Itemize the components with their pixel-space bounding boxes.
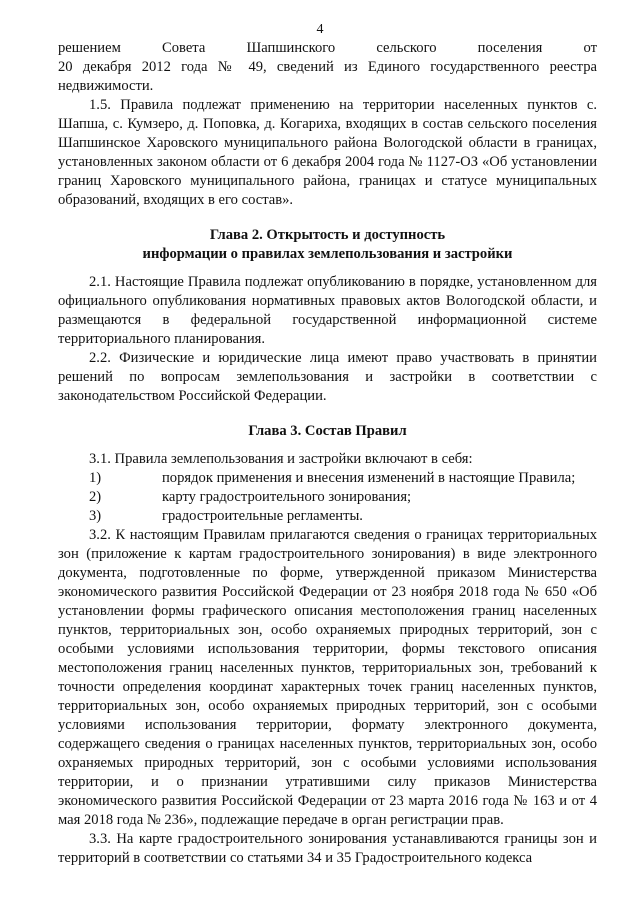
list-item-number: 2) [89, 489, 102, 505]
document-body [58, 39, 597, 868]
list-item-number: 3) [89, 508, 102, 524]
chapter-2-title-line2: информации о правилах землепользования и застройки [142, 246, 513, 262]
paragraph-3-1: 3.1. Правила землепользования и застройки включают в себя: [89, 451, 473, 467]
paragraph-1-5: 1.5. Правила подлежат применению на территории населенных пунктов с. Шапша, с. Кумзеро, д. Поповка, д. Когариха, входящих в состав сельского поселения Шапшинское Харовского муниципального района Вологодской области в границах, установленных законом области от 6 декабря 2004 года № 1127-ОЗ «Об установлении границ Харовского муниципального района, границах и статусе муниципальных образований, входящих в его состав». [58, 97, 597, 208]
list-item-text: градостроительные регламенты. [162, 508, 363, 524]
list-item-number: 1) [89, 470, 102, 486]
chapter-3-title: Глава 3. Состав Правил [248, 423, 407, 439]
paragraph-3-2: 3.2. К настоящим Правилам прилагаются сведения о границах территориальных зон (приложение к картам градостроительного зонирования) в виде электронного документа, подготовленные по форме, утвержденной приказом Министерства экономического развития Российской Федерации от 23 ноября 2018 года № 650 «Об установлении формы графического описания местоположения границ населенных пунктов, территориальных зон, особо охраняемых природных территорий, зон с особыми условиями использования территории, формы текстового описания местоположения границ населенных пунктов, территориальных зон, требований к точности определения координат характерных точек границ населенных пунктов, территориальных зон, особо охраняемых природных территорий, зон с особыми условиями использования территории, формату электронного документа, содержащего сведения о границах населенных пунктов, территориальных зон, особо охраняемых природных территорий, зон с особыми условиями использования территории, и о признании утратившими силу приказов Министерства экономического развития Российской Федерации от 23 марта 2016 года № 163 и от 4 мая 2018 года № 236», подлежащие передаче в орган регистрации прав. [58, 527, 597, 828]
list-item-text: карту градостроительного зонирования; [162, 489, 412, 505]
chapter-2-title-line1: Глава 2. Открытость и доступность [209, 227, 446, 243]
page-number: 4 [316, 22, 324, 37]
list-item [58, 469, 597, 488]
list-item [58, 488, 597, 507]
paragraph-2-2: 2.2. Физические и юридические лица имеют право участвовать в принятии решений по вопросам землепользования и застройки в соответствии с законодательством Российской Федерации. [58, 350, 597, 404]
paragraph-2-1: 2.1. Настоящие Правила подлежат опубликованию в порядке, установленном для официального опубликования нормативных правовых актов Вологодской области, и размещаются в федеральной государственной информационной системе территориального планирования. [58, 274, 597, 347]
paragraph-continuation: 20 декабря 2012 года № 49, сведений из Единого государственного реестра недвижимости. [58, 59, 597, 94]
list-item-text: порядок применения и внесения изменений в настоящие Правила; [162, 470, 576, 486]
paragraph-continuation-line1: решением Совета Шапшинского сельского поселения от [58, 40, 597, 56]
paragraph-3-3: 3.3. На карте градостроительного зонирования устанавливаются границы зон и территорий в соответствии со статьями 34 и 35 Градостроительного кодекса [58, 831, 597, 866]
list-item [58, 507, 597, 526]
